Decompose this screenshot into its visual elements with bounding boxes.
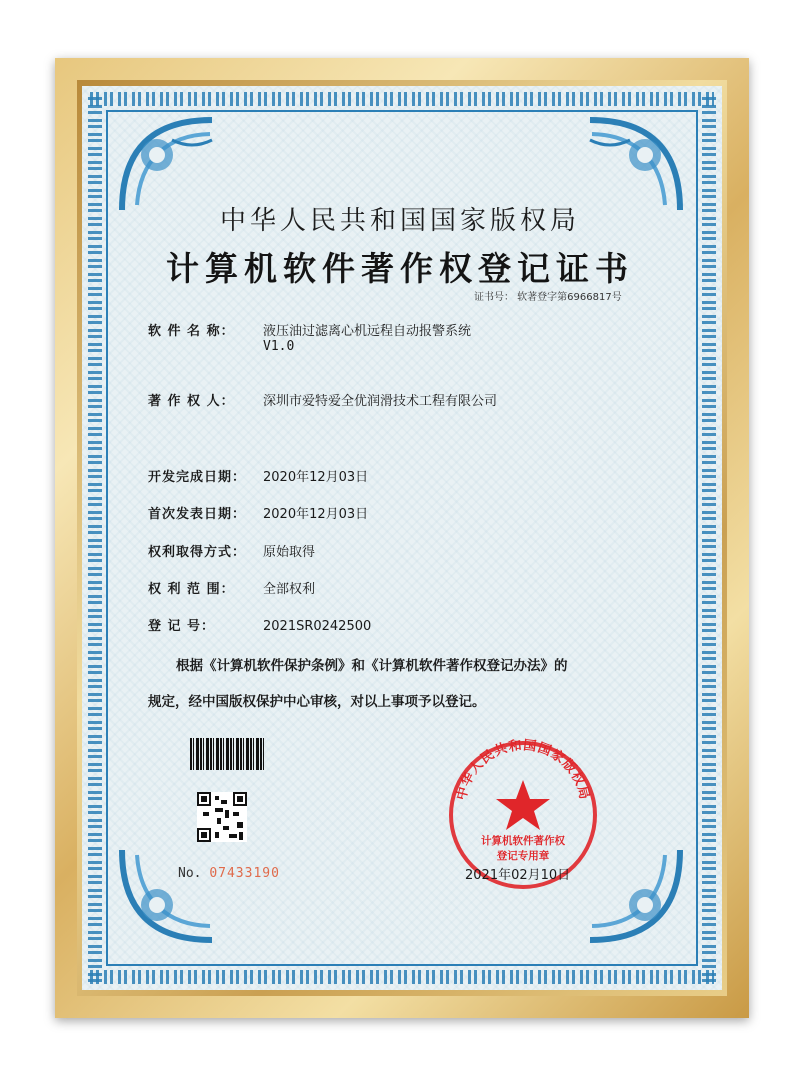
field-copyright-owner (148, 390, 497, 409)
legal-statement-line-2: 规定，经中国版权保护中心审核，对以上事项予以登记。 (148, 694, 486, 710)
field-label: 登 记 号： (148, 619, 216, 634)
field-label: 权 利 范 围： (148, 582, 235, 597)
field-label: 软 件 名 称： (148, 324, 235, 339)
serial-prefix: No. (178, 866, 202, 881)
legal-statement (148, 648, 658, 720)
field-development-date (148, 466, 368, 485)
border-top (90, 92, 714, 106)
serial-value: 07433190 (209, 866, 280, 881)
border-bottom (90, 970, 714, 984)
field-value: 2020年12月03日 (263, 507, 369, 522)
field-publish-date (148, 503, 368, 522)
field-value: 全部权利 (263, 582, 316, 597)
issue-date: 2021年02月10日 (465, 868, 571, 883)
barcode (190, 738, 266, 770)
legal-statement-line-1: 根据《计算机软件保护条例》和《计算机软件著作权登记办法》的 (176, 658, 568, 674)
field-value: 原始取得 (263, 545, 316, 560)
field-registration-number (148, 615, 371, 634)
field-label: 著 作 权 人： (148, 394, 235, 409)
certificate-number: 证书号： 软著登字第6966817号 (474, 292, 622, 303)
field-label: 首次发表日期： (148, 507, 247, 522)
software-version: V1.0 (263, 339, 295, 354)
svg-text:中华人民共和国国家版权局: 中华人民共和国国家版权局 (454, 738, 592, 802)
field-software-name (148, 320, 471, 339)
field-label: 权利取得方式： (148, 545, 247, 560)
qr-code (197, 792, 247, 842)
field-value: 液压油过滤离心机远程自动报警系统 (263, 324, 472, 339)
field-value: 2021SR0242500 (263, 619, 372, 634)
inner-border (106, 110, 698, 966)
corner-ornament-bottom-left (112, 840, 232, 950)
field-acquisition-method (148, 541, 315, 560)
field-label: 开发完成日期： (148, 470, 247, 485)
issuer-title: 中华人民共和国国家版权局 (219, 206, 580, 236)
certificate-title: 计算机软件著作权登记证书 (166, 249, 634, 288)
field-rights-scope (148, 578, 315, 597)
field-value: 2020年12月03日 (263, 470, 369, 485)
svg-text:登记专用章: 登记专用章 (496, 850, 550, 862)
svg-text:计算机软件著作权: 计算机软件著作权 (481, 835, 565, 847)
field-value: 深圳市爱特爱全优润滑技术工程有限公司 (263, 394, 498, 409)
serial-number (178, 866, 280, 881)
